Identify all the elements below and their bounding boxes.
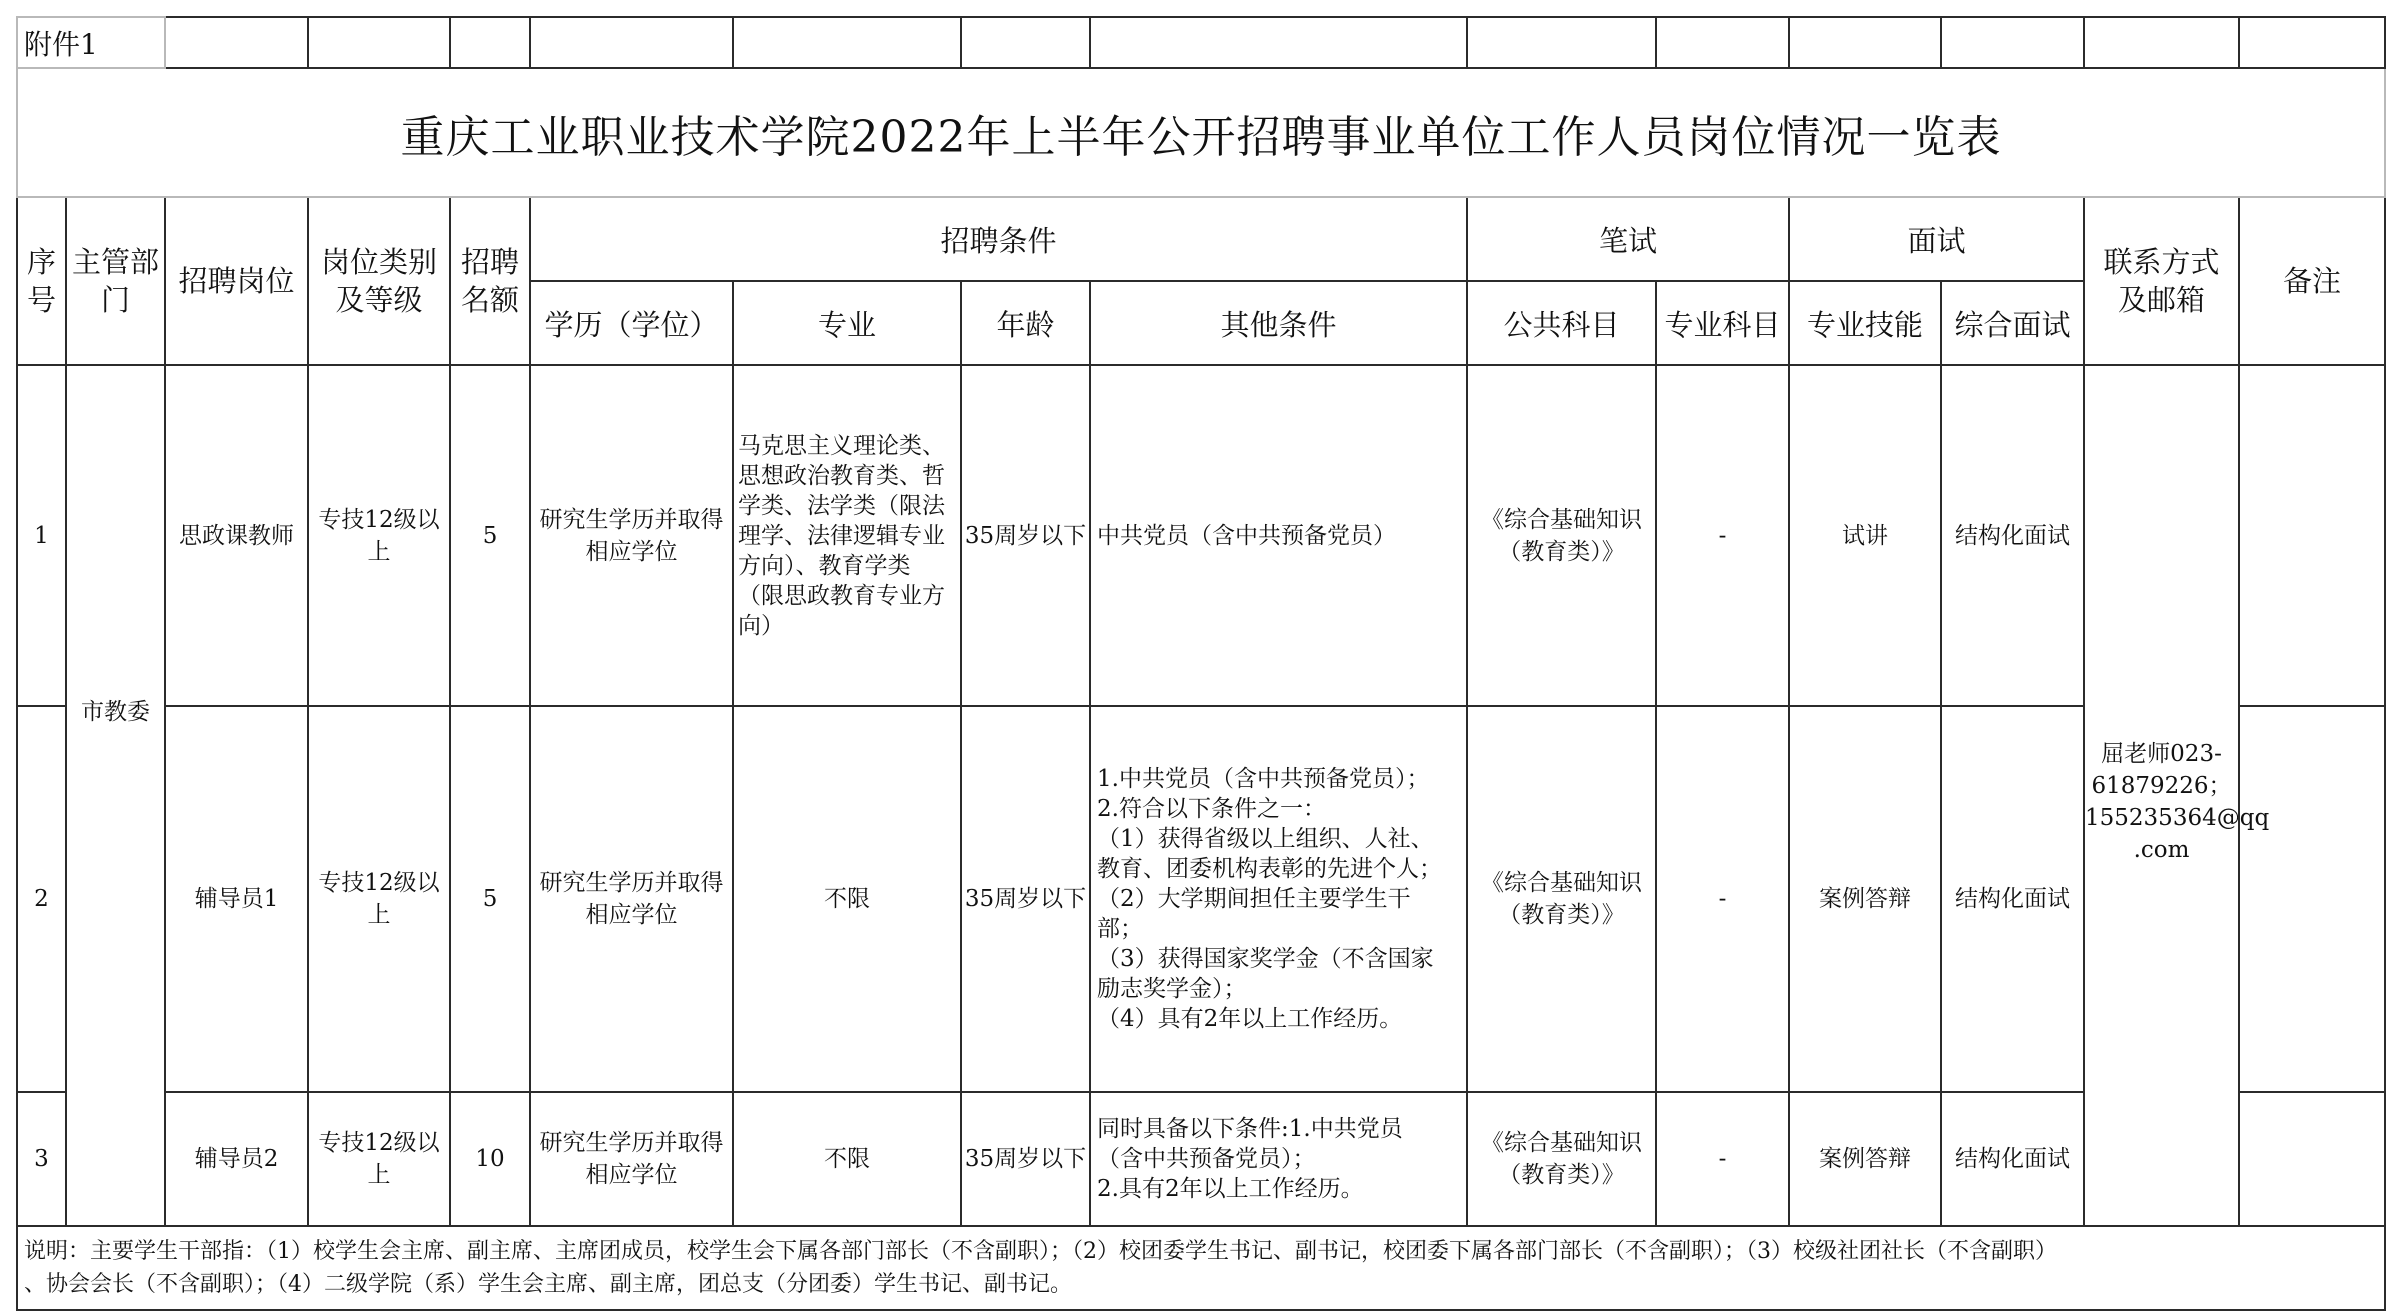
empty-cell	[733, 17, 961, 68]
row-pro-subject: -	[1656, 365, 1789, 706]
table-row	[17, 365, 2385, 706]
row-public-subject: 《综合基础知识 （教育类）》	[1467, 365, 1656, 706]
header-written-exam: 笔试	[1467, 197, 1789, 281]
row-seq: 3	[17, 1092, 66, 1226]
row-quota: 5	[450, 365, 530, 706]
empty-cell	[1789, 17, 1941, 68]
row-public-subject: 《综合基础知识 （教育类）》	[1467, 1092, 1656, 1226]
header-contact: 联系方式 及邮箱	[2084, 197, 2239, 365]
empty-cell	[1090, 17, 1467, 68]
row-general-interview: 结构化面试	[1941, 706, 2084, 1092]
header-conditions: 招聘条件	[530, 197, 1467, 281]
row-remark	[2239, 365, 2385, 706]
row-quota: 5	[450, 706, 530, 1092]
header-pro-subject: 专业科目	[1656, 281, 1789, 365]
row-position: 辅导员2	[165, 1092, 308, 1226]
row-general-interview: 结构化面试	[1941, 1092, 2084, 1226]
row-skill: 案例答辩	[1789, 1092, 1941, 1226]
row-remark	[2239, 706, 2385, 1092]
row-major: 不限	[733, 706, 961, 1092]
row-public-subject: 《综合基础知识 （教育类）》	[1467, 706, 1656, 1092]
row-major: 不限	[733, 1092, 961, 1226]
empty-cell	[530, 17, 733, 68]
empty-cell	[1656, 17, 1789, 68]
header-quota: 招聘 名额	[450, 197, 530, 365]
empty-cell	[961, 17, 1090, 68]
empty-cell	[2084, 17, 2239, 68]
empty-cell	[450, 17, 530, 68]
header-category: 岗位类别 及等级	[308, 197, 450, 365]
header-major: 专业	[733, 281, 961, 365]
row-seq: 2	[17, 706, 66, 1092]
row-age: 35周岁以下	[961, 706, 1090, 1092]
row-category: 专技12级以 上	[308, 365, 450, 706]
header-row-1	[17, 197, 2385, 281]
row-remark	[2239, 1092, 2385, 1226]
header-seq: 序 号	[17, 197, 66, 365]
header-other: 其他条件	[1090, 281, 1467, 365]
row-pro-subject: -	[1656, 706, 1789, 1092]
empty-cell	[2239, 17, 2385, 68]
title-row	[17, 68, 2385, 197]
header-skill: 专业技能	[1789, 281, 1941, 365]
header-remark: 备注	[2239, 197, 2385, 365]
table-row	[17, 706, 2385, 1092]
row-skill: 案例答辩	[1789, 706, 1941, 1092]
row-education: 研究生学历并取得 相应学位	[530, 1092, 733, 1226]
row-position: 辅导员1	[165, 706, 308, 1092]
empty-cell	[1941, 17, 2084, 68]
row-major: 马克思主义理论类、 思想政治教育类、哲 学类、法学类（限法 理学、法律逻辑专业 方向）、教育学类 （限思政教育专业方 向）	[733, 365, 961, 706]
table-row	[17, 1092, 2385, 1226]
row-position: 思政课教师	[165, 365, 308, 706]
header-interview: 面试	[1789, 197, 2084, 281]
row-age: 35周岁以下	[961, 1092, 1090, 1226]
empty-cell	[308, 17, 450, 68]
header-general-interview: 综合面试	[1941, 281, 2084, 365]
empty-cell	[165, 17, 308, 68]
header-department: 主管部 门	[66, 197, 165, 365]
row-education: 研究生学历并取得 相应学位	[530, 706, 733, 1092]
row-pro-subject: -	[1656, 1092, 1789, 1226]
attachment-row	[17, 17, 2385, 68]
row-category: 专技12级以 上	[308, 706, 450, 1092]
contact-cell: 屈老师023- 61879226； 155235364@qq .com	[2084, 365, 2239, 1226]
positions-table	[16, 16, 2386, 1311]
row-other: 1.中共党员（含中共预备党员）； 2.符合以下条件之一： （1）获得省级以上组织、人社、 教育、团委机构表彰的先进个人； （2）大学期间担任主要学生干 部； （3）获得国家奖学金（不含国家 励志奖学金）； （4）具有2年以上工作经历。	[1090, 706, 1467, 1092]
row-general-interview: 结构化面试	[1941, 365, 2084, 706]
row-seq: 1	[17, 365, 66, 706]
row-other: 中共党员（含中共预备党员）	[1090, 365, 1467, 706]
page-title: 重庆工业职业技术学院2022年上半年公开招聘事业单位工作人员岗位情况一览表	[17, 68, 2385, 197]
note-row	[17, 1226, 2385, 1310]
header-education: 学历（学位）	[530, 281, 733, 365]
row-age: 35周岁以下	[961, 365, 1090, 706]
header-public-subject: 公共科目	[1467, 281, 1656, 365]
spreadsheet	[16, 16, 2342, 1311]
row-quota: 10	[450, 1092, 530, 1226]
row-other: 同时具备以下条件:1.中共党员 （含中共预备党员）； 2.具有2年以上工作经历。	[1090, 1092, 1467, 1226]
department-cell: 市教委	[66, 365, 165, 1226]
footnote: 说明：主要学生干部指：（1）校学生会主席、副主席、主席团成员，校学生会下属各部门部长（不含副职）；（2）校团委学生书记、副书记，校团委下属各部门部长（不含副职）；（3）校级社团社长（不含副职） 、协会会长（不含副职）；（4）二级学院（系）学生会主席、副主席，团总支（分团委）学生书记、副书记。	[17, 1226, 2385, 1310]
header-position: 招聘岗位	[165, 197, 308, 365]
header-age: 年龄	[961, 281, 1090, 365]
row-education: 研究生学历并取得 相应学位	[530, 365, 733, 706]
attachment-label: 附件1	[17, 17, 165, 68]
empty-cell	[1467, 17, 1656, 68]
row-category: 专技12级以 上	[308, 1092, 450, 1226]
row-skill: 试讲	[1789, 365, 1941, 706]
